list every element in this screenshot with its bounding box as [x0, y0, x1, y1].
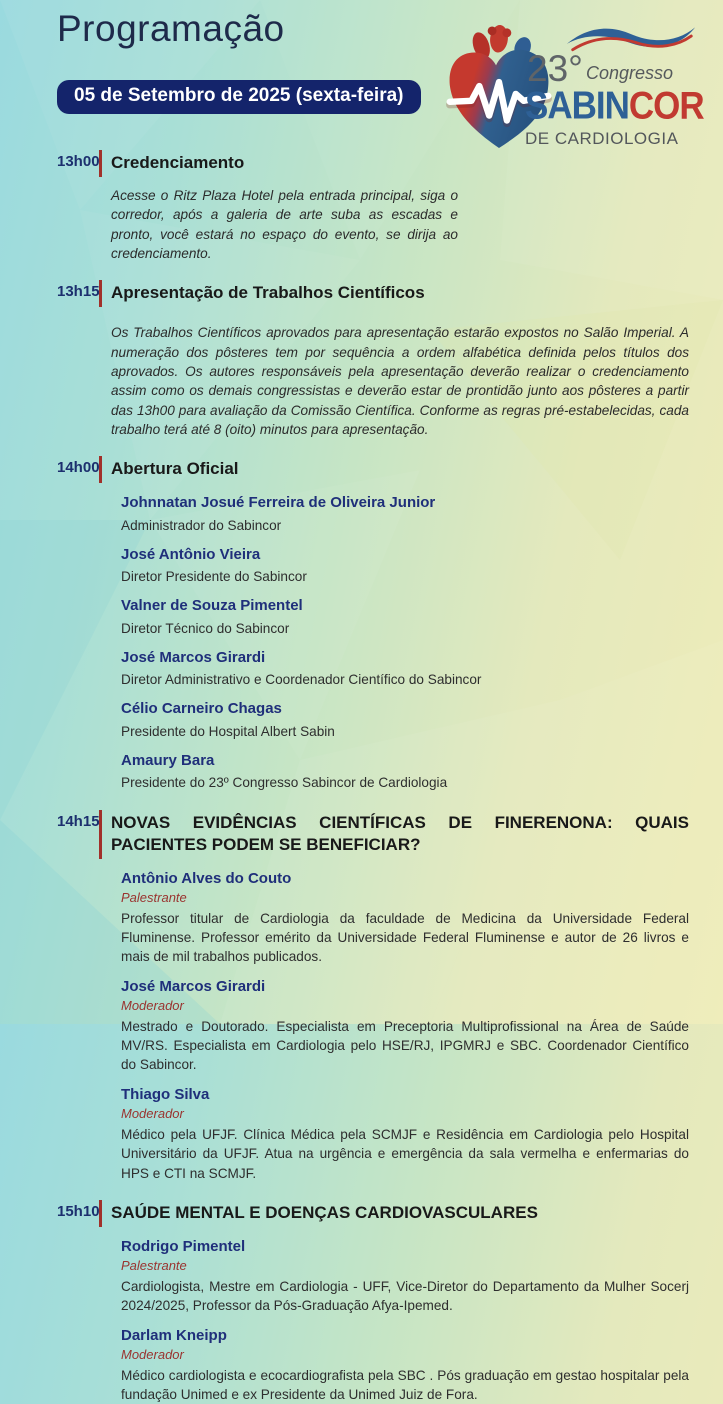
logo-text: [525, 22, 717, 149]
speaker: [121, 699, 689, 741]
speaker-name: Amaury Bara: [121, 751, 215, 769]
date-badge: 05 de Setembro de 2025 (sexta-feira): [57, 80, 421, 114]
section-head: [57, 456, 689, 483]
speaker: [121, 648, 689, 690]
time-marker-bar: [99, 280, 689, 307]
section-head: [57, 280, 689, 307]
speaker-name: José Marcos Girardi: [121, 648, 266, 666]
speaker-name: José Antônio Vieira: [121, 545, 261, 563]
section-head: [57, 810, 689, 859]
speaker: [121, 751, 689, 793]
speaker-name: Célio Carneiro Chagas: [121, 700, 282, 718]
section-description: Os Trabalhos Científicos aprovados para apresentação estarão expostos no Salão Imperial. A numeração dos pôsteres tem por sequência a ordem alfabética definida pelos títulos dos aprovados. Os autores responsáveis pela apresentação deverão realizar o credenciamento assim como os demais congressistas e deverão estar de prontidão junto aos pôsteres a partir das 13h00 para avaliação da Comissão Científica. Conforme as regras pré-estabelecidas, cada trabalho terá até 8 (oito) minutos para apresentação.: [111, 325, 689, 437]
speaker: [121, 1237, 689, 1316]
speaker-role: Moderador: [121, 1106, 184, 1122]
logo-congress-word: Congresso: [585, 63, 673, 83]
speaker-bio: Diretor Técnico do Sabincor: [121, 620, 290, 636]
schedule-section: [57, 280, 689, 439]
section-title: SAÚDE MENTAL E DOENÇAS CARDIOVASCULARES: [111, 1202, 538, 1222]
time-label: 14h00: [57, 459, 100, 477]
section-head: [57, 150, 689, 177]
section-title: NOVAS EVIDÊNCIAS CIENTÍFICAS DE FINERENONA: QUAIS PACIENTES PODEM SE BENEFICIAR?: [111, 812, 689, 854]
speaker-role: Palestrante: [121, 1258, 187, 1274]
speaker-name: Valner de Souza Pimentel: [121, 597, 303, 615]
schedule: [0, 150, 723, 1404]
time-marker-bar: [99, 1200, 689, 1227]
speaker: [121, 1085, 689, 1183]
section-head: [57, 1200, 689, 1227]
speaker-bio: Médico pela UFJF. Clínica Médica pela SCMJF e Residência em Cardiologia pelo Hospital Universitário da UFJF. Atua na urgência e emergência da sala vermelha e enfermarias do HPS e CTI na SCMJF.: [121, 1126, 689, 1181]
speaker: [121, 977, 689, 1075]
speaker: [121, 596, 689, 638]
logo-name-blue: SABIN: [525, 83, 629, 128]
logo-subtitle: DE CARDIOLOGIA: [525, 129, 679, 148]
speaker-bio: Administrador do Sabincor: [121, 517, 282, 533]
schedule-section: [57, 810, 689, 1183]
logo-edition: 23°: [527, 48, 583, 89]
section-title: Credenciamento: [111, 153, 245, 172]
page-title: Programação: [57, 8, 285, 49]
logo-edition-row: [527, 50, 717, 87]
speaker-bio: Presidente do Hospital Albert Sabin: [121, 723, 335, 739]
time-label: 14h15: [57, 812, 100, 830]
schedule-section: [57, 1200, 689, 1404]
speaker-name: José Marcos Girardi: [121, 977, 266, 995]
schedule-section: [57, 150, 689, 263]
speaker: [121, 869, 689, 967]
speaker: [121, 493, 689, 535]
logo-name-red: COR: [628, 83, 704, 128]
section-description: Acesse o Ritz Plaza Hotel pela entrada principal, siga o corredor, após a galeria de arte suba as escadas e pronto, você estará no espaço do evento, se dirija ao credenciamento.: [111, 188, 458, 261]
speaker-bio: Professor titular de Cardiologia da faculdade de Medicina da Universidade Federal Fluminense. Professor emérito da Universidade Federal Fluminense e autor de 26 livros e mais de mil trabalhos publicados.: [121, 910, 689, 965]
schedule-section: [57, 456, 689, 792]
speaker-name: Johnnatan Josué Ferreira de Oliveira Junior: [121, 494, 436, 512]
congress-logo: [439, 22, 717, 154]
time-label: 15h10: [57, 1202, 100, 1220]
speaker-role: Palestrante: [121, 889, 187, 905]
speaker-name: Darlam Kneipp: [121, 1326, 227, 1344]
speaker-name: Thiago Silva: [121, 1085, 210, 1103]
time-marker-bar: [99, 810, 689, 859]
speaker-bio: Mestrado e Doutorado. Especialista em Preceptoria Multiprofissional na Área de Saúde MV/RS. Especialista em Cardiologia pelo HSE/RJ, IPGMRJ e SBC. Coordenador Científico do Sabincor.: [121, 1018, 689, 1073]
speaker: [121, 1326, 689, 1404]
page-header: [0, 0, 723, 150]
time-marker-bar: [99, 456, 689, 483]
section-title: Apresentação de Trabalhos Científicos: [111, 283, 425, 303]
speaker-name: Antônio Alves do Couto: [121, 869, 292, 887]
speaker-bio: Médico cardiologista e ecocardiografista pela SBC . Pós graduação em gestao hospitalar pela fundação Unimed e ex Presidente da Unimed Juiz de Fora.: [121, 1367, 689, 1403]
logo-brand-name: [525, 83, 717, 128]
speaker: [121, 545, 689, 587]
speaker-name: Rodrigo Pimentel: [121, 1237, 246, 1255]
speaker-bio: Diretor Presidente do Sabincor: [121, 569, 307, 585]
time-label: 13h00: [57, 153, 100, 170]
section-title: Abertura Oficial: [111, 459, 239, 479]
time-label: 13h15: [57, 283, 100, 301]
speaker-bio: Presidente do 23º Congresso Sabincor de Cardiologia: [121, 775, 448, 791]
speaker-role: Moderador: [121, 998, 184, 1013]
speaker-bio: Cardiologista, Mestre em Cardiologia - UFF, Vice-Diretor do Departamento da Mulher Socerj 2024/2025, Professor da Pós-Graduação Afya-Ipemed.: [121, 1279, 689, 1314]
speaker-bio: Diretor Administrativo e Coordenador Científico do Sabincor: [121, 672, 482, 688]
speaker-role: Moderador: [121, 1346, 184, 1362]
time-marker-bar: [99, 150, 689, 177]
